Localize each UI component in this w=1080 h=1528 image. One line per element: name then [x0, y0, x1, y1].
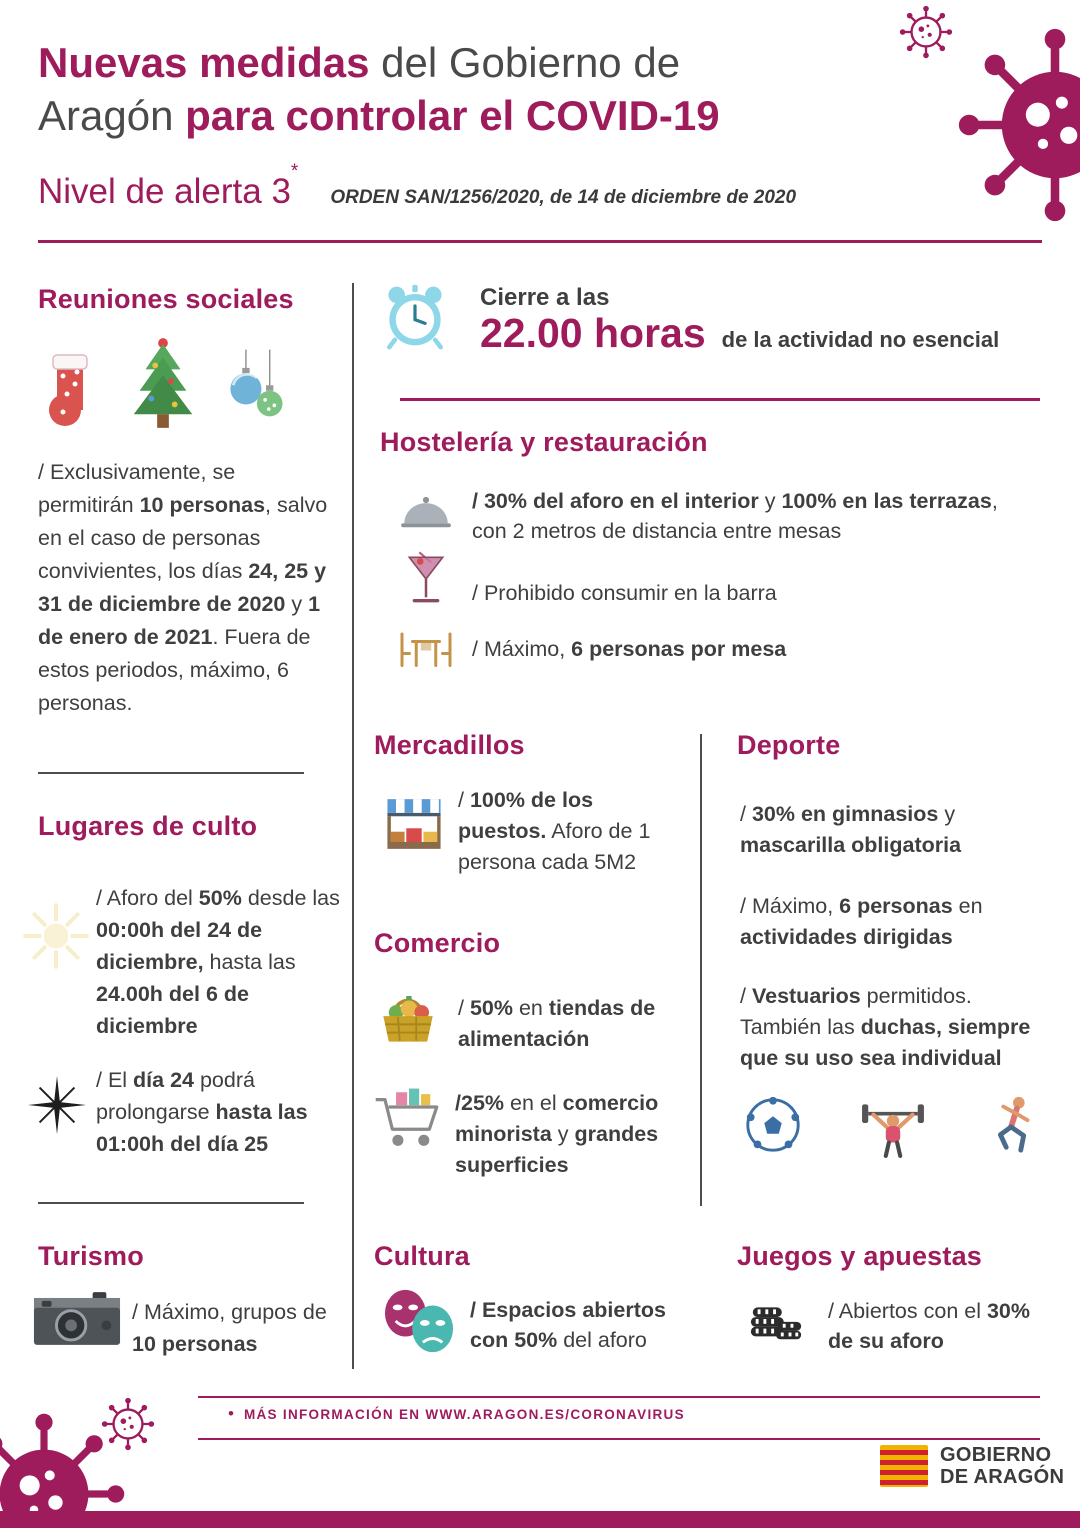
footer-info-text: MÁS INFORMACIÓN EN WWW.ARAGON.ES/CORONAVIRUS — [243, 1406, 685, 1422]
closure-time-row — [480, 310, 999, 357]
camera-icon — [32, 1288, 122, 1349]
coronavirus-icon — [952, 22, 1080, 228]
alert-asterisk: * — [290, 161, 299, 183]
closure-time: 22.00 horas — [480, 310, 706, 356]
deporte-text-1: / 30% en gimnasios y mascarilla obligatoria — [740, 802, 962, 857]
running-icon — [982, 1093, 1044, 1157]
deporte-text-3: / Vestuarios permitidos. También las duchas, siempre que su uso sea individual — [740, 984, 1031, 1070]
header-divider — [38, 240, 1042, 243]
table-and-chairs-icon — [396, 628, 456, 670]
christmas-icons — [40, 336, 288, 430]
section-divider — [38, 772, 304, 774]
section-title-hosteleria: Hostelería y restauración — [380, 427, 708, 457]
serving-cloche-icon — [398, 492, 454, 536]
section-title-mercadillos: Mercadillos — [374, 730, 525, 760]
culto-text-2: / El día 24 podrá prolongarse hasta las 01:00h del día 25 — [96, 1068, 308, 1156]
comercio-text-2: /25% en el comercio minorista y grandes superficies — [455, 1091, 659, 1177]
comercio-text-1: / 50% en tiendas de alimentación — [458, 996, 656, 1051]
sports-icons — [742, 1092, 1044, 1158]
poker-chips-icon — [746, 1290, 806, 1348]
coronavirus-icon — [898, 4, 954, 60]
christmas-baubles-icon — [224, 346, 288, 430]
section-title-cultura: Cultura — [374, 1241, 470, 1271]
weightlifting-icon — [860, 1092, 926, 1158]
turismo-text: / Máximo, grupos de 10 personas — [132, 1300, 327, 1356]
alarm-clock-icon — [382, 281, 448, 351]
christmas-tree-icon — [124, 336, 202, 430]
section-title-deporte: Deporte — [737, 730, 841, 760]
market-stall-icon — [384, 792, 444, 856]
deporte-text-2: / Máximo, 6 personas en actividades dirigidas — [740, 894, 983, 949]
bottom-bar — [0, 1511, 1080, 1528]
column-divider — [352, 283, 354, 1369]
logo-line2: DE ARAGÓN — [940, 1466, 1065, 1488]
footer-divider-top — [198, 1396, 1040, 1398]
cultura-text: / Espacios abiertos con 50% del aforo — [470, 1298, 666, 1352]
christmas-stocking-icon — [40, 350, 102, 430]
logo-line1: GOBIERNO — [940, 1444, 1052, 1466]
section-title-turismo: Turismo — [38, 1241, 144, 1271]
order-reference: ORDEN SAN/1256/2020, de 14 de diciembre de 2020 — [330, 187, 797, 208]
alert-level — [38, 161, 299, 212]
page-title: Nuevas medidas del Gobierno de Aragón para controlar el COVID-19 — [38, 39, 720, 139]
cocktail-glass-icon — [406, 546, 446, 612]
section-title-juegos: Juegos y apuestas — [737, 1241, 983, 1271]
alert-level-row — [38, 161, 797, 212]
soccer-ball-icon — [742, 1094, 804, 1156]
theater-masks-icon — [378, 1286, 460, 1356]
closure-intro: Cierre a las — [480, 284, 610, 311]
gobierno-aragon-logo — [880, 1444, 1064, 1488]
column-divider — [700, 734, 702, 1206]
logo-text — [940, 1444, 1064, 1488]
grocery-basket-icon — [376, 986, 440, 1048]
closure-divider — [400, 398, 1040, 401]
footer-info — [228, 1404, 685, 1424]
bullet: • — [228, 1404, 234, 1423]
mercadillos-text: / 100% de los puestos. Aforo de 1 persona cada 5M2 — [458, 788, 651, 874]
sun-icon — [20, 900, 92, 972]
aragon-flag-icon — [880, 1445, 928, 1487]
section-title-comercio: Comercio — [374, 928, 501, 958]
section-title-culto: Lugares de culto — [38, 811, 258, 841]
hosteleria-text-1: / 30% del aforo en el interior y 100% en las terrazas, con 2 metros de distancia entre mesas — [472, 489, 998, 543]
hosteleria-text-3: / Máximo, 6 personas por mesa — [472, 637, 787, 661]
section-divider — [38, 1202, 304, 1204]
section-title-reuniones: Reuniones sociales — [38, 284, 294, 314]
hosteleria-text-2: / Prohibido consumir en la barra — [472, 581, 777, 605]
footer-divider-bottom — [198, 1438, 1040, 1440]
culto-text-1: / Aforo del 50% desde las 00:00h del 24 de diciembre, hasta las 24.00h del 6 de diciembre — [96, 886, 340, 1038]
alert-level-label: Nivel de alerta 3 — [38, 172, 291, 211]
shopping-cart-icon — [372, 1086, 446, 1154]
closure-scope: de la actividad no esencial — [721, 327, 1000, 352]
juegos-text: / Abiertos con el 30% de su aforo — [828, 1299, 1030, 1353]
sparkle-star-icon — [26, 1074, 88, 1136]
reuniones-text: / Exclusivamente, se permitirán 10 personas, salvo en el caso de personas convivientes, los días 24, 25 y 31 de diciembre de 2020 y 1 de enero de 2021. Fuera de estos periodos, máximo, 6 personas. — [38, 460, 328, 715]
coronavirus-icon — [0, 1408, 130, 1528]
